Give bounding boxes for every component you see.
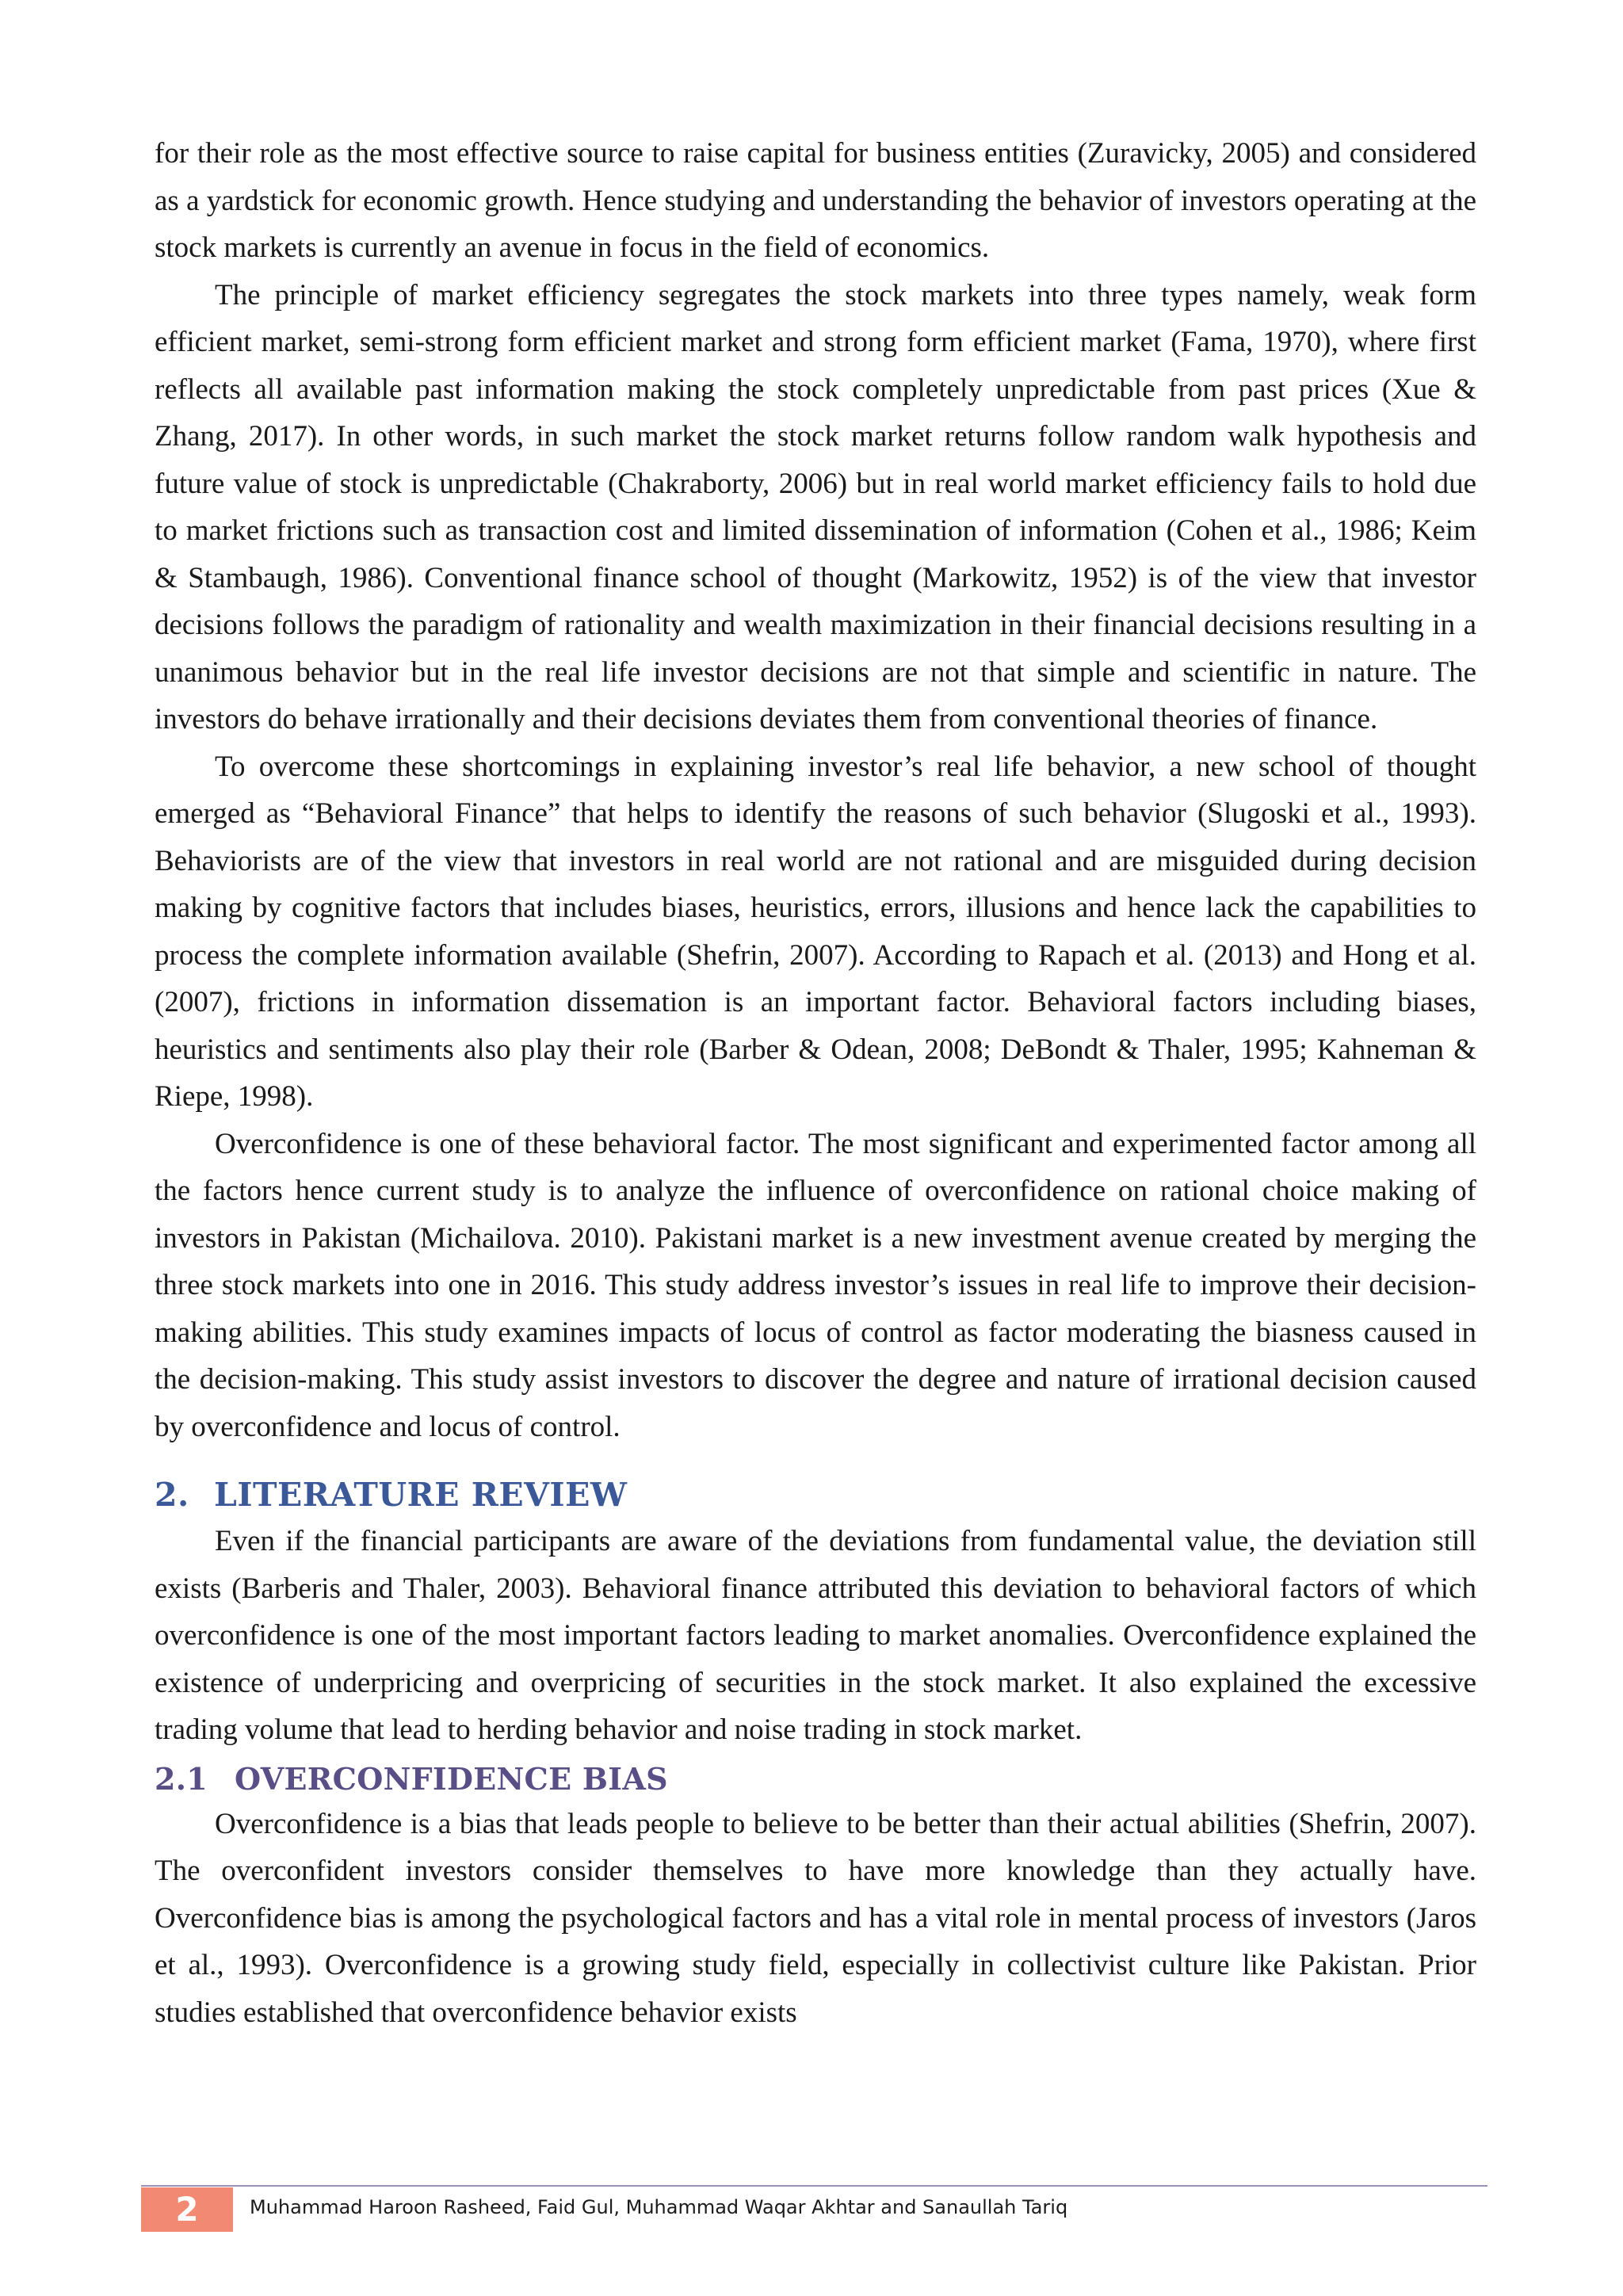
page-body	[155, 130, 1476, 2036]
section-title: LITERATURE REVIEW	[214, 1476, 628, 1514]
subsection-heading-overconfidence-bias	[155, 1758, 1476, 1801]
footer-authors: Muhammad Haroon Rasheed, Faid Gul, Muhammad Waqar Akhtar and Sanaullah Tariq	[250, 2196, 1068, 2218]
paragraph-overconfidence-intro: Overconfidence is one of these behavioral factor. The most significant and experimented factor among all the factors hence current study is to analyze the influence of overconfidence on rational choice making of investors in Pakistan (Michailova. 2010). Pakistani market is a new investment avenue created by merging the three stock markets into one in 2016. This study address investor’s issues in real life to improve their decision-making abilities. This study examines impacts of locus of control as factor moderating the biasness caused in the decision-making. This study assist investors to discover the degree and nature of irrational decision caused by overconfidence and locus of control.	[155, 1127, 1476, 1443]
paragraph-overconfidence-bias: Overconfidence is a bias that leads people to believe to be better than their actual abilities (Shefrin, 2007). The overconfident investors consider themselves to have more knowledge than they actually have. Overconfidence bias is among the psychological factors and has a vital role in mental process of investors (Jaros et al., 1993). Overconfidence is a growing study field, especially in collectivist culture like Pakistan. Prior studies established that overconfidence behavior exists	[155, 1807, 1476, 2029]
subsection-number: 2.1	[155, 1760, 208, 1797]
paragraph-behavioral-finance: To overcome these shortcomings in explaining investor’s real life behavior, a new school of thought emerged as “Behavioral Finance” that helps to identify the reasons of such behavior (Slugoski et al., 1993). Behaviorists are of the view that investors in real world are not rational and are misguided during decision making by cognitive factors that includes biases, heuristics, errors, illusions and hence lack the capabilities to process the complete information available (Shefrin, 2007). According to Rapach et al. (2013) and Hong et al. (2007), frictions in information dissemation is an important factor. Behavioral factors including biases, heuristics and sentiments also play their role (Barber & Odean, 2008; DeBondt & Thaler, 1995; Kahneman & Riepe, 1998).	[155, 750, 1476, 1113]
paragraph-literature-review: Even if the financial participants are aware of the deviations from fundamental value, the deviation still exists (Barberis and Thaler, 2003). Behavioral finance attributed this deviation to behavioral factors of which overconfidence is one of the most important factors leading to market anomalies. Overconfidence explained the existence of underpricing and overpricing of securities in the stock market. It also explained the excessive trading volume that lead to herding behavior and noise trading in stock market.	[155, 1525, 1476, 1746]
section-heading-literature-review	[155, 1472, 1476, 1518]
section-number: 2.	[155, 1476, 189, 1514]
page-number-badge: 2	[141, 2187, 233, 2232]
subsection-title: OVERCONFIDENCE BIAS	[235, 1760, 668, 1797]
footer-divider	[141, 2185, 1487, 2187]
paragraph-market-efficiency: The principle of market efficiency segregates the stock markets into three types namely, weak form efficient market, semi-strong form efficient market and strong form efficient market (Fama, 1970), where first reflects all available past information making the stock completely unpredictable from past prices (Xue & Zhang, 2017). In other words, in such market the stock market returns follow random walk hypothesis and future value of stock is unpredictable (Chakraborty, 2006) but in real world market efficiency fails to hold due to market frictions such as transaction cost and limited dissemination of information (Cohen et al., 1986; Keim & Stambaugh, 1986). Conventional finance school of thought (Markowitz, 1952) is of the view that investor decisions follows the paradigm of rationality and wealth maximization in their financial decisions resulting in a unanimous behavior but in the real life investor decisions are not that simple and scientific in nature. The investors do behave irrationally and their decisions deviates them from conventional theories of finance.	[155, 278, 1476, 735]
paragraph-continuation: for their role as the most effective source to raise capital for business entities (Zuravicky, 2005) and considered as a yardstick for economic growth. Hence studying and understanding the behavior of investors operating at the stock markets is currently an avenue in focus in the field of economics.	[155, 137, 1476, 264]
